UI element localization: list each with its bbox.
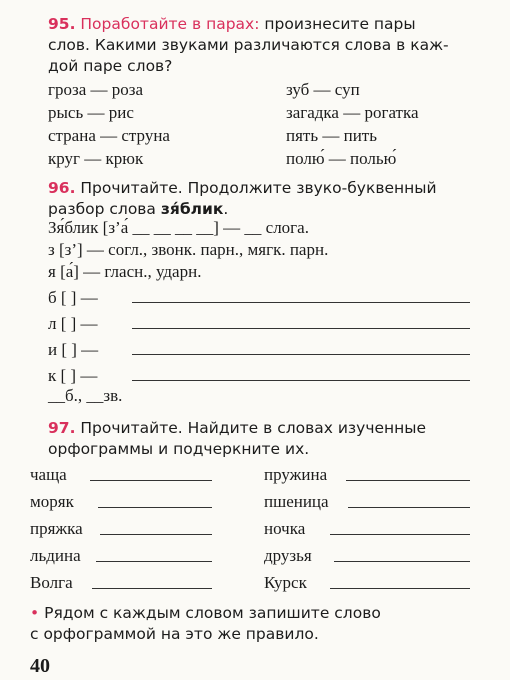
exercise-96-target-word: зя́блик	[160, 200, 224, 218]
word-left-3-line[interactable]	[100, 534, 212, 535]
word-left-4-line[interactable]	[96, 561, 212, 562]
word-right-2-line[interactable]	[348, 507, 470, 508]
word-left-1: чаща	[30, 465, 67, 484]
analysis-line-1: Зя́блик [з’а́ __ __ __ __] — __ слога.	[48, 218, 309, 237]
exercise-95-number: 95.	[48, 15, 76, 33]
word-left-2-line[interactable]	[98, 507, 212, 508]
exercise-97-instruction-2: орфограммы и подчеркните их.	[48, 440, 310, 458]
word-left-5: Волга	[30, 573, 73, 592]
pair-right-2: загадка — рогатка	[286, 103, 419, 122]
word-right-4-line[interactable]	[334, 561, 470, 562]
pair-right-1: зуб — суп	[286, 80, 360, 99]
note-line-1: Рядом с каждым словом запишите слово	[44, 604, 381, 622]
pair-left-2: рысь — рис	[48, 103, 134, 122]
page-number: 40	[30, 655, 50, 677]
word-left-1-line[interactable]	[90, 480, 212, 481]
exercise-95-task	[48, 14, 478, 77]
exercise-96-number: 96.	[48, 179, 76, 197]
pair-right-3: пять — пить	[286, 126, 377, 145]
exercise-97-task	[48, 418, 478, 460]
exercise-96-instruction-2: разбор слова	[48, 200, 156, 218]
letter-k-answer-line[interactable]	[132, 380, 470, 381]
note-line-2: с орфограммой на это же правило.	[30, 625, 319, 643]
letter-i-answer-line[interactable]	[132, 354, 470, 355]
word-left-2: моряк	[30, 492, 74, 511]
word-right-3-line[interactable]	[330, 534, 470, 535]
letter-b-label: б [ ] —	[48, 288, 98, 307]
word-right-2: пшеница	[264, 492, 329, 511]
word-left-5-line[interactable]	[92, 588, 212, 589]
pair-left-1: гроза — роза	[48, 80, 143, 99]
exercise-95-instruction-1: произнесите пары	[264, 15, 416, 33]
analysis-line-2: з [з’] — согл., звонк. парн., мягк. парн.	[48, 240, 329, 259]
summary-letters-sounds: __б., __зв.	[48, 386, 123, 405]
letter-l-answer-line[interactable]	[132, 328, 470, 329]
exercise-96-period: .	[223, 200, 229, 218]
word-right-5-line[interactable]	[330, 588, 470, 589]
exercise-95-pink-instruction: Поработайте в парах:	[80, 15, 260, 33]
letter-i-label: и [ ] —	[48, 340, 99, 359]
letter-l-label: л [ ] —	[48, 314, 98, 333]
word-right-3: ночка	[264, 519, 306, 538]
exercise-97-instruction-1: Прочитайте. Найдите в словах изученные	[80, 419, 427, 437]
pair-right-4: полю́ — полью́	[286, 149, 397, 168]
note-bullet: •	[30, 604, 40, 622]
letter-k-label: к [ ] —	[48, 366, 98, 385]
word-left-3: пряжка	[30, 519, 83, 538]
exercise-95-instruction-3: дой паре слов?	[48, 57, 173, 75]
word-right-1-line[interactable]	[346, 480, 470, 481]
word-right-1: пружина	[264, 465, 328, 484]
analysis-line-3: я [а́] — гласн., ударн.	[48, 262, 202, 281]
exercise-97-note	[30, 603, 475, 645]
letter-b-answer-line[interactable]	[132, 302, 470, 303]
exercise-95-instruction-2: слов. Какими звуками различаются слова в каж-	[48, 36, 449, 54]
word-right-5: Курск	[264, 573, 307, 592]
exercise-96-task	[48, 178, 478, 220]
exercise-97-number: 97.	[48, 419, 76, 437]
pair-left-4: круг — крюк	[48, 149, 144, 168]
word-right-4: друзья	[264, 546, 312, 565]
exercise-96-instruction-1: Прочитайте. Продолжите звуко-буквенный	[80, 179, 437, 197]
pair-left-3: страна — струна	[48, 126, 170, 145]
word-left-4: льдина	[30, 546, 81, 565]
